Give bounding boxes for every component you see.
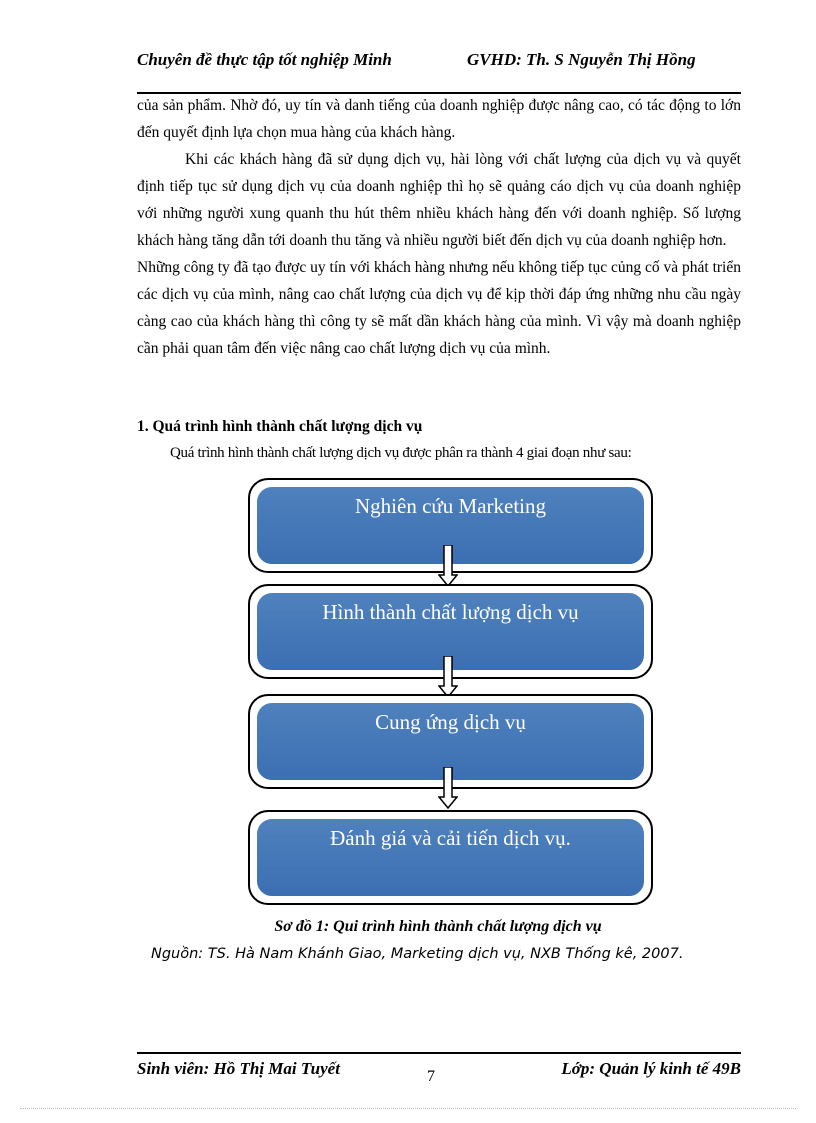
diagram-step-label: Nghiên cứu Marketing [256,486,645,565]
page-header [137,44,741,94]
paragraph: của sản phẩm. Nhờ đó, uy tín và danh tiếng của doanh nghiệp được nâng cao, có tác động to lớn đến quyết định lựa chọn mua hàng của khách hàng. [137,97,741,141]
section-title: 1. Quá trình hình thành chất lượng dịch vụ [137,418,423,435]
diagram-step-label: Đánh giá và cải tiến dịch vụ. [256,818,645,897]
down-arrow-icon [438,656,458,698]
page-footer [137,1052,741,1094]
caption-title: Sơ đồ 1: Qui trình hình thành chất lượng dịch vụ [274,918,602,935]
diagram-step-label: Hình thành chất lượng dịch vụ [256,592,645,671]
diagram-step-label: Cung ứng dịch vụ [256,702,645,781]
section-intro: Quá trình hình thành chất lượng dịch vụ được phân ra thành 4 giai đoạn như sau: [170,445,632,461]
down-arrow-icon [438,545,458,587]
caption-source: Nguồn: TS. Hà Nam Khánh Giao, Marketing dịch vụ, NXB Thống kê, 2007. [151,946,684,962]
down-arrow-icon [438,767,458,809]
body-text [137,92,741,362]
header-advisor: GVHD: Th. S Nguyễn Thị Hồng [467,50,696,69]
diagram-step-box [248,810,653,905]
paragraph: Những công ty đã tạo được uy tín với khách hàng nhưng nếu không tiếp tục củng cố và phát triển các dịch vụ của mình, nâng cao chất lượng của dịch vụ để kịp thời đáp ứng những nhu cầu ngày càng cao của khách hàng thì công ty sẽ mất dần khách hàng của mình. Vì vậy mà doanh nghiệp cần phải quan tâm đến việc nâng cao chất lượng dịch vụ của mình. [137,259,741,357]
page-number: 7 [427,1068,435,1085]
header-title: Chuyên đề thực tập tốt nghiệp Minh [137,50,392,69]
page-bottom-divider [20,1108,796,1109]
paragraph: Khi các khách hàng đã sử dụng dịch vụ, hài lòng với chất lượng của dịch vụ và quyết định tiếp tục sử dụng dịch vụ của doanh nghiệp thì họ sẽ quảng cáo dịch vụ của doanh nghiệp với những người xung quanh thu hút thêm nhiều khách hàng đến với doanh nghiệp. Số lượng khách hàng tăng dẫn tới doanh thu tăng và nhiều người biết đến dịch vụ của doanh nghiệp hơn. [137,151,741,249]
figure-caption [0,918,816,936]
footer-student: Sinh viên: Hồ Thị Mai Tuyết [137,1059,340,1078]
footer-class: Lớp: Quản lý kinh tế 49B [561,1059,741,1078]
